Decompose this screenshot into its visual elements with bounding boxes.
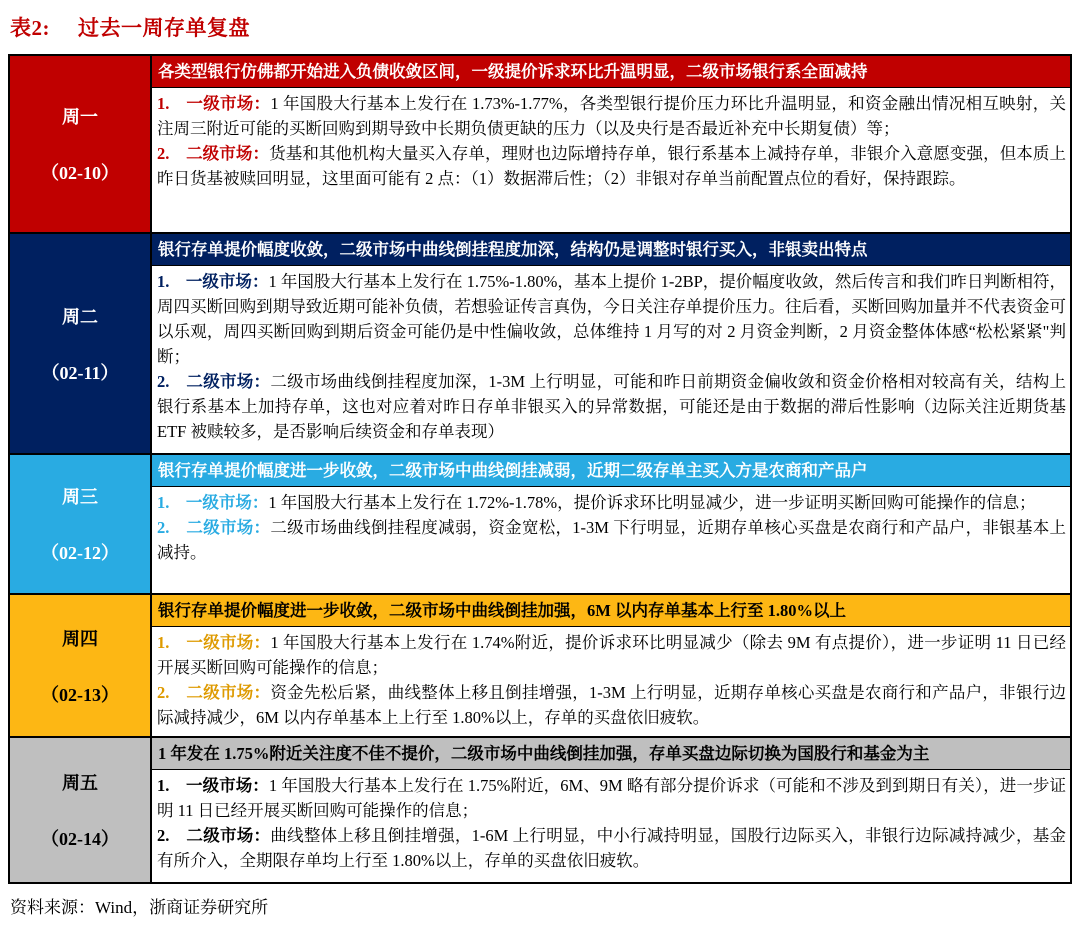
point-primary-market xyxy=(157,630,1066,680)
point-text: 货基和其他机构大量买入存单，理财也边际增持存单，银行系基本上减持存单，非银介入意愿变强，但本质上昨日货基被赎回明显，这里面可能有 2 点：（1）数据滞后性；（2）非银对存单当前配置点位的看好，保持跟踪。 xyxy=(157,144,1067,188)
row-body xyxy=(152,627,1070,736)
row-summary: 1 年发在 1.75%附近关注度不佳不提价，二级市场中曲线倒挂加强，存单买盘边际切换为国股行和基金为主 xyxy=(152,738,1070,770)
point-text: 1 年国股大行基本上发行在 1.73%-1.77%，各类型银行提价压力环比升温明显，和资金融出情况相互映射，关注周三附近可能的买断回购到期导致中长期负债更缺的压力（以及央行是否最近补充中长期复债）等； xyxy=(157,94,1067,138)
day-date: （02-13） xyxy=(41,684,119,705)
content-cell xyxy=(152,595,1070,736)
point-text: 曲线整体上移且倒挂增强，1-6M 上行明显，中小行减持明显，国股行边际买入，非银行边际减持减少，基金有所介入，全期限存单均上行至 1.80%以上，存单的买盘依旧疲软。 xyxy=(157,826,1067,870)
content-cell xyxy=(152,455,1070,593)
day-cell-thursday xyxy=(10,595,152,736)
point-label: 1. 一级市场： xyxy=(157,493,269,512)
row-body xyxy=(152,770,1070,882)
source-note: 资料来源：Wind，浙商证券研究所 xyxy=(10,898,269,917)
table-row-monday xyxy=(10,56,1070,234)
point-label: 1. 一级市场： xyxy=(157,94,271,113)
point-secondary-market xyxy=(157,515,1066,565)
row-body xyxy=(152,266,1070,453)
point-primary-market xyxy=(157,269,1066,369)
day-date: （02-12） xyxy=(41,543,119,563)
point-label: 1. 一级市场： xyxy=(157,776,269,795)
day-cell-friday xyxy=(10,738,152,882)
table-title xyxy=(8,8,1072,54)
weekly-cd-review-table xyxy=(8,54,1072,884)
point-label: 2. 二级市场： xyxy=(157,826,271,845)
point-secondary-market xyxy=(157,369,1066,444)
point-text: 1 年国股大行基本上发行在 1.75%附近，6M、9M 略有部分提价诉求（可能和不涉及到到期日有关），进一步证明 11 日已经开展买断回购可能操作的信息； xyxy=(157,776,1066,820)
row-body xyxy=(152,487,1070,593)
table-row-wednesday xyxy=(10,455,1070,595)
point-text: 1 年国股大行基本上发行在 1.72%-1.78%，提价诉求环比明显减少，进一步证明买断回购可能操作的信息； xyxy=(268,493,1036,512)
day-cell-monday xyxy=(10,56,152,232)
point-primary-market xyxy=(157,773,1066,823)
day-name: 周四 xyxy=(62,628,98,649)
content-cell xyxy=(152,56,1070,232)
point-label: 1. 一级市场： xyxy=(157,272,269,291)
point-text: 1 年国股大行基本上发行在 1.74%附近，提价诉求环比明显减少（除去 9M 有点提价），进一步证明 11 日已经开展买断回购可能操作的信息； xyxy=(157,633,1066,677)
day-date: （02-14） xyxy=(41,829,119,849)
point-label: 2. 二级市场： xyxy=(157,683,271,702)
point-text: 资金先松后紧，曲线整体上移且倒挂增强，1-3M 上行明显，近期存单核心买盘是农商行和产品户，非银行边际减持减少，6M 以内存单基本上上行至 1.80%以上，存单的买盘依旧疲软。 xyxy=(157,683,1067,727)
row-summary: 各类型银行仿佛都开始进入负债收敛区间，一级提价诉求环比升温明显，二级市场银行系全面减持 xyxy=(152,56,1070,88)
point-label: 1. 一级市场： xyxy=(157,633,271,652)
point-secondary-market xyxy=(157,680,1066,730)
row-summary: 银行存单提价幅度进一步收敛，二级市场中曲线倒挂减弱，近期二级存单主买入方是农商和产品户 xyxy=(152,455,1070,487)
point-label: 2. 二级市场： xyxy=(157,372,271,391)
point-text: 1 年国股大行基本上发行在 1.75%-1.80%，基本上提价 1-2BP，提价幅度收敛，然后传言和我们昨日判断相符，周四买断回购到期导致近期可能补负债，若想验证传言真伪，今日关注存单提价压力。往后看，买断回购加量并不代表资金可以乐观，周四买断回购到期后资金可能仍是中性偏收敛，总体维持 1 月写的对 2 月资金判断，2 月资金整体体感“松松紧紧"判断； xyxy=(157,272,1067,366)
point-text: 二级市场曲线倒挂程度减弱，资金宽松，1-3M 下行明显，近期存单核心买盘是农商行和产品户，非银基本上减持。 xyxy=(157,518,1067,562)
row-summary: 银行存单提价幅度进一步收敛，二级市场中曲线倒挂加强，6M 以内存单基本上行至 1.80%以上 xyxy=(152,595,1070,627)
day-name: 周三 xyxy=(62,487,98,507)
day-date: （02-10） xyxy=(41,163,119,183)
day-name: 周五 xyxy=(62,773,98,793)
day-cell-tuesday xyxy=(10,234,152,453)
day-name: 周二 xyxy=(62,306,98,327)
point-text: 二级市场曲线倒挂程度加深，1-3M 上行明显，可能和昨日前期资金偏收敛和资金价格相对较高有关，结构上银行系基本上加持存单，这也对应着对昨日存单非银买入的异常数据，可能还是由于数据的滞后性影响（边际关注近期货基 ETF 被赎较多，是否影响后续资金和存单表现） xyxy=(157,372,1067,441)
day-name: 周一 xyxy=(62,107,98,127)
point-primary-market xyxy=(157,490,1066,515)
table-row-tuesday xyxy=(10,234,1070,455)
point-secondary-market xyxy=(157,823,1066,873)
table-title-number: 表2: xyxy=(10,16,50,40)
point-secondary-market xyxy=(157,141,1066,191)
point-label: 2. 二级市场： xyxy=(157,518,271,537)
content-cell xyxy=(152,738,1070,882)
table-row-friday xyxy=(10,738,1070,882)
table-row-thursday xyxy=(10,595,1070,738)
day-cell-wednesday xyxy=(10,455,152,593)
point-primary-market xyxy=(157,91,1066,141)
day-date: （02-11） xyxy=(41,362,119,383)
table-title-text: 过去一周存单复盘 xyxy=(78,16,250,40)
row-body xyxy=(152,88,1070,232)
point-label: 2. 二级市场： xyxy=(157,144,270,163)
content-cell xyxy=(152,234,1070,453)
row-summary: 银行存单提价幅度收敛，二级市场中曲线倒挂程度加深，结构仍是调整时银行买入，非银卖出特点 xyxy=(152,234,1070,266)
